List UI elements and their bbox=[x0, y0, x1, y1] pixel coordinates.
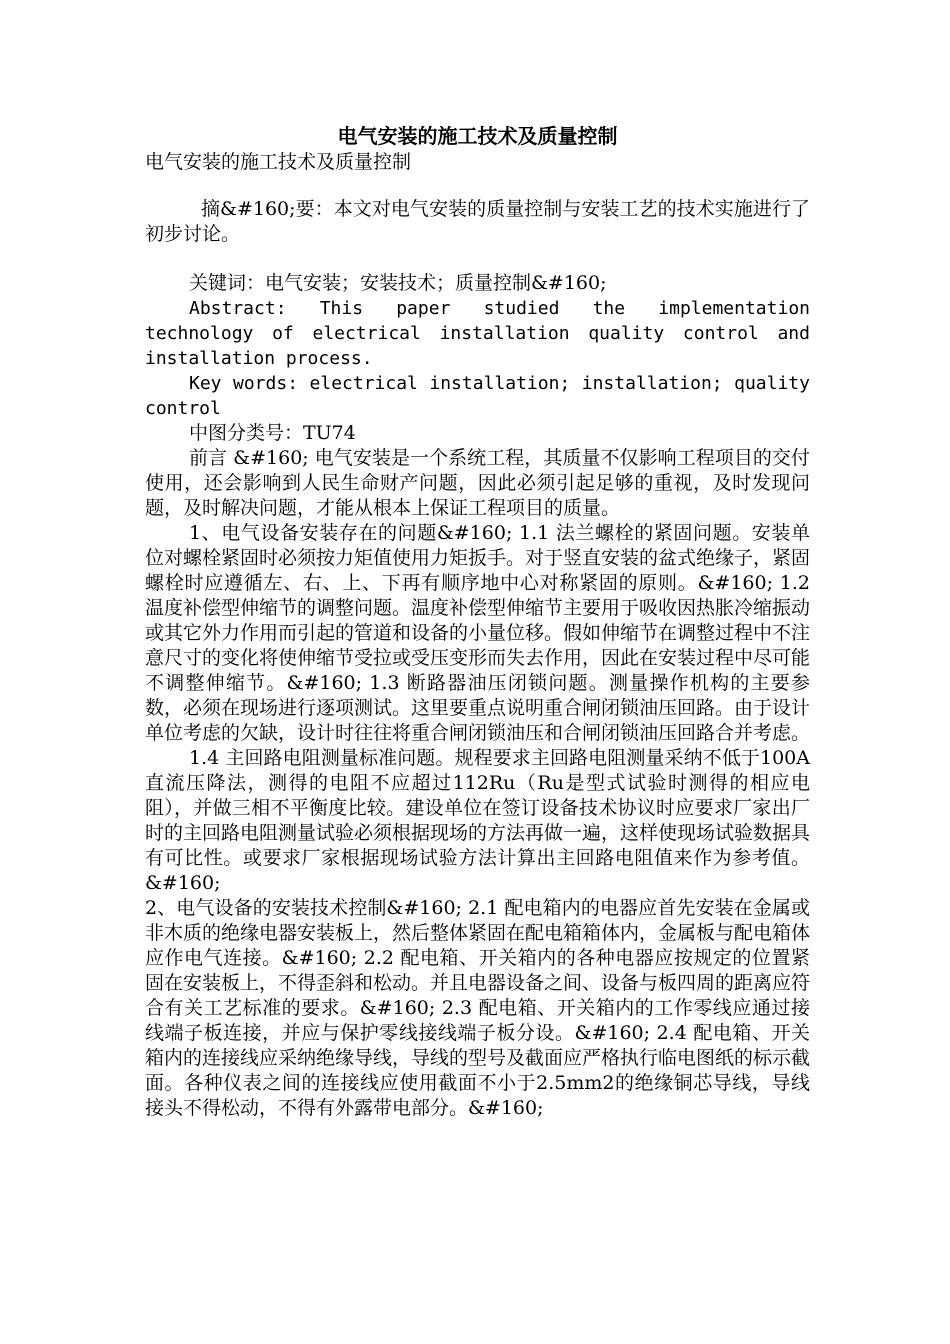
keywords-cn: 关键词：电气安装；安装技术；质量控制&#160; bbox=[189, 272, 607, 294]
classification: 中图分类号：TU74 bbox=[189, 422, 356, 444]
intro-paragraph: 前言 &#160; 电气安装是一个系统工程，其质量不仅影响工程项目的交付使用，还会影响到人民生命财产问题，因此必须引起足够的重视，及时发现问题，及时解决问题，才能从根本上保证工程项目的质量。 bbox=[145, 447, 810, 519]
abstract-en: Abstract: This paper studied the implementation technology of electrical installation quality control and installation process. bbox=[145, 298, 810, 369]
section-2-paragraph: 2、电气设备的安装技术控制&#160; 2.1 配电箱内的电器应首先安装在金属或非木质的绝缘电器安装板上，然后整体紧固在配电箱箱体内，金属板与配电箱体应作电气连接。&#160; 2.2 配电箱、开关箱内的各种电器应按规定的位置紧固在安装板上，不得歪斜和松动。并且电器设备之间、设备与板四周的距离应符合有关工艺标准的要求。&#160; 2.3 配电箱、开关箱内的工作零线应通过接线端子板连接，并应与保护零线接线端子板分设。&#160; 2.4 配电箱、开关箱内的连接线应采纳绝缘导线，导线的型号及截面应严格执行临电图纸的标示截面。各种仪表之间的连接线应使用截面不小于2.5mm2的绝缘铜芯导线，导线接头不得松动，不得有外露带电部分。&#160; bbox=[145, 897, 811, 1119]
document-title: 电气安装的施工技术及质量控制 bbox=[337, 124, 618, 148]
document-page bbox=[145, 122, 810, 1121]
section-1-paragraph: 1、电气设备安装存在的问题&#160; 1.1 法兰螺栓的紧固问题。安装单位对螺栓紧固时必须按力矩值使用力矩扳手。对于竖直安装的盆式绝缘子，紧固螺栓时应遵循左、右、上、下再有顺序地中心对称紧固的原则。&#160; 1.2 温度补偿型伸缩节的调整问题。温度补偿型伸缩节主要用于吸收因热胀冷缩振动或其它外力作用而引起的管道和设备的小量位移。假如伸缩节在调整过程中不注意尺寸的变化将使伸缩节受拉或受压变形而失去作用，因此在安装过程中尽可能不调整伸缩节。&#160; 1.3 断路器油压闭锁问题。测量操作机构的主要参数，必须在现场进行逐项测试。这里要重点说明重合闸闭锁油压回路。由于设计单位考虑的欠缺，设计时往往将重合闸闭锁油压和合闸闭锁油压回路合并考虑。 bbox=[145, 522, 811, 744]
abstract-cn: 摘&#160;要：本文对电气安装的质量控制与安装工艺的技术实施进行了初步讨论。 bbox=[145, 198, 810, 245]
document-subtitle: 电气安装的施工技术及质量控制 bbox=[145, 151, 412, 173]
section-1-4-paragraph: 1.4 主回路电阻测量标准问题。规程要求主回路电阻测量采纳不低于100A直流压降法，测得的电阻不应超过112Ru（Ru是型式试验时测得的相应电阻），并做三相不平衡度比较。建设单位在签订设备技术协议时应要求厂家出厂时的主回路电阻测量试验必须根据现场的方法再做一遍，这样使现场试验数据具有可比性。或要求厂家根据现场试验方法计算出主回路电阻值来作为参考值。&#160; bbox=[145, 747, 811, 894]
keywords-en: Key words: electrical installation; installation; quality control bbox=[145, 373, 810, 419]
